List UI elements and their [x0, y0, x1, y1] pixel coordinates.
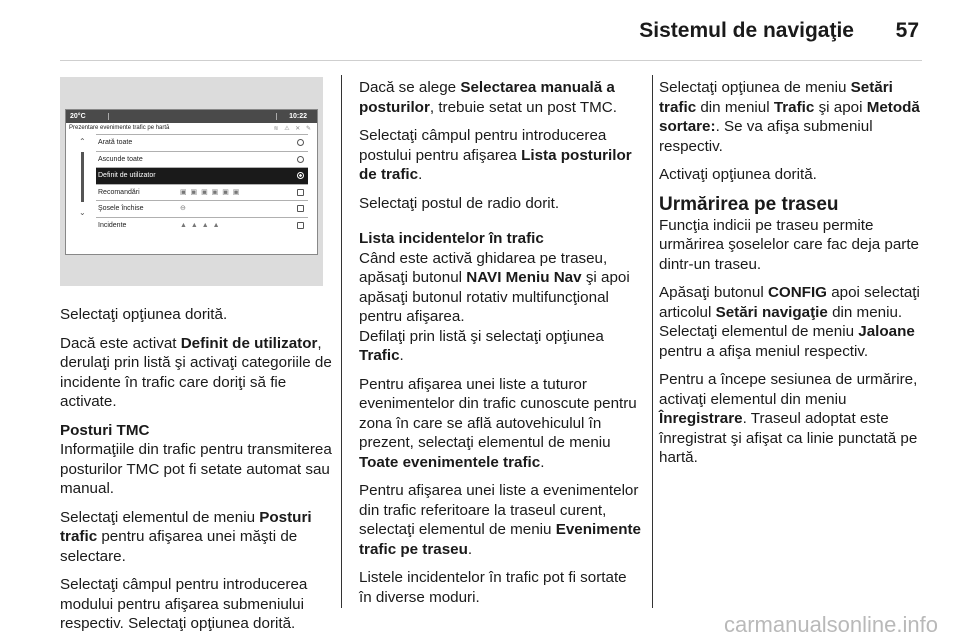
temperature-readout: 20°C — [70, 113, 86, 120]
status-divider — [108, 113, 109, 120]
header-divider — [60, 60, 922, 61]
paragraph: Defilaţi prin listă şi selectaţi opţiunea Trafic. — [359, 327, 604, 364]
radio-button[interactable] — [297, 156, 304, 163]
scrollbar[interactable] — [81, 152, 84, 202]
section-subheading: Posturi TMC — [60, 421, 150, 439]
list-item-label: Ascunde toate — [98, 155, 143, 163]
list-item[interactable] — [96, 151, 308, 168]
category-icons: ▲ ▲ ▲ ▲ — [180, 221, 221, 229]
list-item[interactable] — [96, 200, 308, 217]
category-icons: ▣ ▣ ▣ ▣ ▣ ▣ — [180, 188, 241, 196]
text-column-1 — [60, 305, 332, 642]
page-title: Sistemul de navigaţie — [639, 19, 854, 42]
page-number: 57 — [895, 19, 919, 42]
column-divider — [652, 75, 653, 608]
paragraph: Informaţiile din trafic pentru transmiterea posturilor TMC pot fi setate automat sau manual. — [60, 441, 332, 497]
paragraph: Activaţi opţiunea dorită. — [659, 166, 817, 183]
page-header — [0, 0, 960, 60]
radio-button[interactable] — [297, 139, 304, 146]
radio-button-checked[interactable] — [297, 172, 304, 179]
paragraph: Funcţia indicii pe traseu permite urmărirea şoselelor care fac deja parte dintr-un traseu. — [659, 216, 919, 273]
list-item-label: Şosele închise — [98, 205, 144, 212]
paragraph: Selectaţi opţiunea dorită. — [60, 306, 228, 323]
paragraph: Pentru afişarea unei liste a tuturor evenimentelor din trafic cunoscute pentru zona în care se află autovehiculul în prezent, selectaţi elementul de meniu Toate evenimentele trafic. — [359, 375, 637, 471]
list-item-label: Arată toate — [98, 139, 133, 146]
section-heading: Urmărirea pe traseu — [659, 193, 839, 215]
paragraph: Selectaţi câmpul pentru introducerea modului pentru afişarea submeniului respectiv. Selectaţi opţiunea dorită. — [60, 576, 308, 632]
category-icons: ⊖ — [180, 205, 187, 212]
text-column-2 — [359, 78, 642, 616]
screen-title: Prezentare evenimente trafic pe hartă — [69, 125, 170, 131]
paragraph: Dacă este activat Definit de utilizator, derulaţi prin listă şi activaţi categoriile de incidente în trafic care doriţi să fie activate. — [60, 334, 332, 410]
list-item-label: Incidente — [98, 221, 127, 229]
section-subheading: Lista incidentelor în trafic — [359, 230, 544, 247]
paragraph: Listele incidentelor în trafic pot fi sortate în diverse moduri. — [359, 569, 627, 606]
list-item-selected[interactable] — [96, 167, 308, 184]
list-item-label: Recomandări — [98, 188, 140, 196]
paragraph: Pentru afişarea unei liste a evenimentelor din trafic referitoare la traseul curent, selectaţi elementul de meniu Evenimente trafic pe traseu. — [359, 482, 641, 558]
status-bar — [66, 110, 317, 123]
paragraph: Când este activă ghidarea pe traseu, apăsaţi butonul NAVI Meniu Nav şi apoi apăsaţi butonul rotativ multifuncţional pentru afişarea. — [359, 249, 630, 325]
scroll-down-icon[interactable]: ⌄ — [79, 208, 86, 217]
text-column-3 — [659, 78, 927, 477]
screen-figure — [60, 77, 323, 286]
status-divider — [276, 113, 277, 120]
list-item[interactable] — [96, 134, 308, 151]
status-icons: ≋ ⚠ ✕ ✎ — [273, 126, 313, 132]
list-item[interactable] — [96, 217, 308, 234]
paragraph: Selectaţi câmpul pentru introducerea postului pentru afişarea Lista posturilor de trafic. — [359, 127, 632, 183]
paragraph: Dacă se alege Selectarea manuală a posturilor, trebuie setat un post TMC. — [359, 79, 617, 116]
watermark: carmanualsonline.info — [723, 612, 938, 637]
list-item-label: Definit de utilizator — [98, 172, 156, 179]
paragraph: Selectaţi postul de radio dorit. — [359, 194, 560, 212]
submenu-icon[interactable] — [297, 189, 304, 196]
paragraph: Pentru a începe sesiunea de urmărire, activaţi elementul din meniu Înregistrare. Traseul adoptat este înregistrat şi afişat ca linie punctată pe hartă. — [659, 371, 918, 466]
submenu-icon[interactable] — [297, 222, 304, 229]
column-divider — [341, 75, 342, 608]
submenu-icon[interactable] — [297, 205, 304, 212]
paragraph: Apăsaţi butonul CONFIG apoi selectaţi articolul Setări navigaţie din meniu. Selectaţi elementul de meniu Jaloane pentru a afişa meniul respectiv. — [659, 284, 920, 360]
traffic-filter-list — [96, 134, 308, 233]
list-item[interactable] — [96, 184, 308, 201]
paragraph: Selectaţi elementul de meniu Posturi trafic pentru afişarea unei măşti de selectare. — [60, 508, 312, 565]
clock-readout: 10:22 — [289, 113, 307, 120]
scroll-up-icon[interactable]: ⌃ — [79, 137, 86, 146]
paragraph: Selectaţi opţiunea de meniu Setări trafic din meniul Trafic şi apoi Metodă sortare:. Se va afişa submeniul respectiv. — [659, 79, 920, 155]
infotainment-screen — [65, 109, 318, 255]
